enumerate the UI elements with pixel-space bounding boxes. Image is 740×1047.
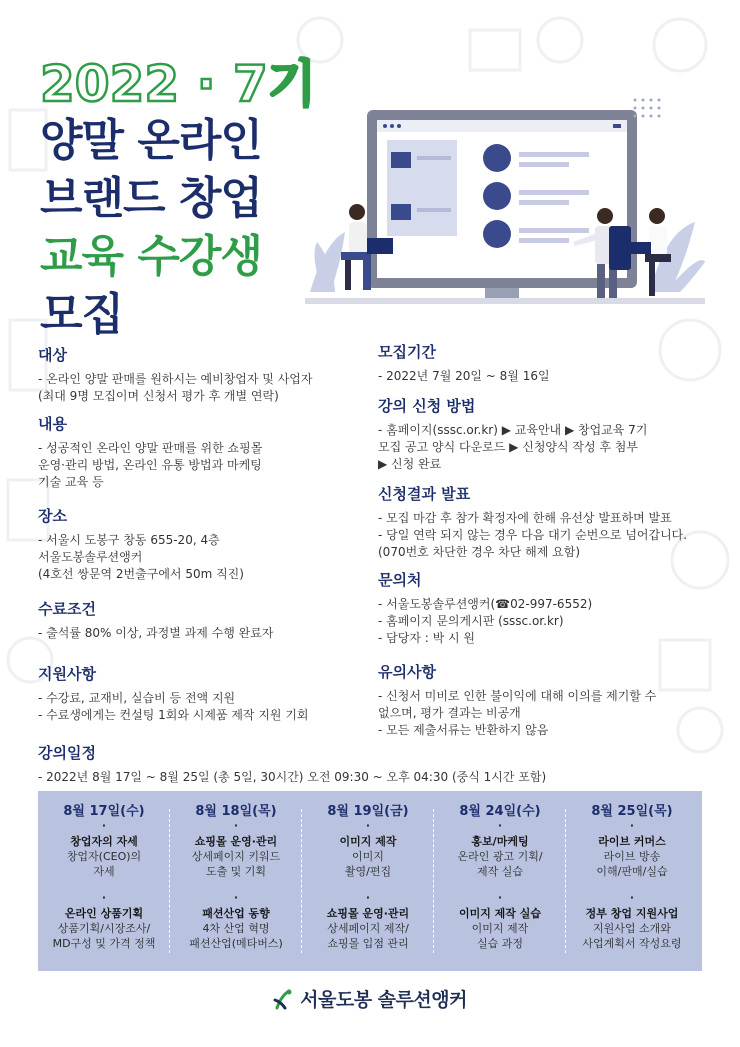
- block-title: 이미지 제작: [339, 835, 397, 848]
- block-line: 이미지: [352, 850, 384, 863]
- section-item: - 출석률 80% 이상, 과정별 과제 수행 완료자: [38, 626, 274, 640]
- day-date: 8월 17일(수): [63, 804, 145, 819]
- section-item: - 온라인 양말 판매를 원하시는 예비창업자 및 사업자: [38, 372, 313, 386]
- section-content: [38, 413, 262, 491]
- block-line: 4차 산업 혁명: [202, 922, 270, 935]
- section-item: - 신청서 미비로 인한 불이익에 대해 이의를 제기할 수: [378, 689, 657, 703]
- anchor-logo-icon: [273, 988, 293, 1010]
- block-title: 쇼핑몰 운영·관리: [194, 835, 278, 848]
- block-line: 실습 과정: [476, 937, 523, 950]
- schedule-day: 8월 17일(수) · 창업자의 자세 창업자(CEO)의 자세 · 온라인 상품기획 상품기획/시장조사/ MD구성 및 가격 정책: [38, 791, 170, 971]
- section-item: - 성공적인 온라인 양말 판매를 위한 쇼핑몰: [38, 441, 263, 455]
- section-inquiry: [378, 569, 592, 647]
- section-item: ▶ 신청 완료: [378, 457, 442, 471]
- section-item: - 모든 제출서류는 반환하지 않음: [378, 723, 549, 737]
- section-item: - 담당자 : 박 시 원: [378, 631, 475, 645]
- section-result: [378, 483, 687, 561]
- block-title: 온라인 상품기획: [64, 907, 144, 920]
- block-line: 지원사업 소개와: [593, 922, 671, 935]
- block-title: 홍보/마케팅: [471, 835, 529, 848]
- title-year: 2022 · 7기: [40, 55, 317, 113]
- org-name: 서울도봉 솔루션앵커: [300, 989, 467, 1011]
- section-item: 서울도봉솔루션앵커: [38, 550, 143, 564]
- section-heading: 강의 신청 방법: [378, 397, 476, 415]
- schedule-day: 8월 25일(목) · 라이브 커머스 라이브 방송 이해/판매/실습 · 정부 창업 지원사업 지원사업 소개와 사업계획서 작성요령: [566, 791, 698, 971]
- block-line: MD구성 및 가격 정책: [52, 937, 156, 950]
- block-line: 온라인 광고 기획/: [457, 850, 543, 863]
- section-item: - 당일 연락 되지 않는 경우 다음 대기 순번으로 넘어갑니다.: [378, 528, 688, 542]
- section-heading: 유의사항: [378, 663, 436, 681]
- block-line: 쇼핑몰 입점 관리: [327, 937, 409, 950]
- title-line-3: 교육 수강생: [40, 231, 262, 282]
- block-line: 상세페이지 제작/: [327, 922, 409, 935]
- section-item: (4호선 쌍문역 2번출구에서 50m 직진): [38, 567, 244, 581]
- day-date: 8월 19일(금): [327, 804, 409, 819]
- section-heading: 대상: [38, 346, 67, 364]
- section-notice: [378, 661, 656, 739]
- block-line: 도출 및 기획: [205, 865, 267, 878]
- schedule-day: 8월 18일(목) · 쇼핑몰 운영·관리 상세페이지 키워드 도출 및 기획 · 패션산업 동향 4차 산업 혁명 패션산업(메타버스): [170, 791, 302, 971]
- section-place: [38, 505, 244, 583]
- section-item: 없으며, 평가 결과는 비공개: [378, 706, 521, 720]
- section-item: - 모집 마감 후 참가 확정자에 한해 유선상 발표하며 발표: [378, 511, 672, 525]
- block-line: 패션산업(메타버스): [189, 937, 283, 950]
- block-line: 상품기획/시장조사/: [57, 922, 151, 935]
- title-line-2: 브랜드 창업: [40, 173, 262, 224]
- block-title: 쇼핑몰 운영·관리: [326, 907, 410, 920]
- block-line: 이미지 제작: [471, 922, 529, 935]
- section-heading: 문의처: [378, 571, 422, 589]
- section-item: - 수료생에게는 컨설팅 1회와 시제품 제작 지원 기회: [38, 708, 309, 722]
- section-item: - 서울시 도봉구 창동 655-20, 4층: [38, 533, 220, 547]
- section-period: [378, 341, 550, 385]
- presentation-illustration: [305, 92, 710, 310]
- title-line-1: 양말 온라인: [40, 115, 262, 166]
- schedule-summary: - 2022년 8월 17일 ~ 8월 25일 (총 5일, 30시간) 오전 09:30 ~ 오후 04:30 (중식 1시간 포함): [38, 770, 547, 784]
- block-title: 창업자의 자세: [70, 835, 138, 848]
- section-heading: 강의일정: [38, 744, 96, 762]
- block-line: 사업계획서 작성요령: [582, 937, 682, 950]
- block-line: 라이브 방송: [603, 850, 661, 863]
- section-item: - 수강료, 교재비, 실습비 등 전액 지원: [38, 691, 236, 705]
- block-title: 라이브 커머스: [598, 835, 666, 848]
- section-completion: [38, 598, 273, 642]
- block-title: 패션산업 동향: [202, 907, 270, 920]
- section-heading: 지원사항: [38, 665, 96, 683]
- day-date: 8월 18일(목): [195, 804, 277, 819]
- section-apply: [378, 395, 647, 473]
- section-item: - 2022년 7월 20일 ~ 8월 16일: [378, 369, 550, 383]
- section-item: 운영·관리 방법, 온라인 유통 방법과 마케팅: [38, 458, 262, 472]
- section-item: - 홈페이지 문의게시판 (sssc.or.kr): [378, 614, 564, 628]
- block-line: 자세: [93, 865, 115, 878]
- block-title: 이미지 제작 실습: [458, 907, 542, 920]
- section-heading: 내용: [38, 415, 67, 433]
- block-title: 정부 창업 지원사업: [585, 907, 679, 920]
- section-heading: 신청결과 발표: [378, 485, 471, 503]
- section-item: - 홈페이지(sssc.or.kr) ▶ 교육안내 ▶ 창업교육 7기: [378, 423, 648, 437]
- section-target: [38, 344, 312, 405]
- block-line: 이해/판매/실습: [596, 865, 668, 878]
- footer-logo: [0, 985, 740, 1012]
- section-item: 기술 교육 등: [38, 475, 104, 489]
- section-heading: 모집기간: [378, 343, 436, 361]
- block-line: 촬영/편집: [344, 865, 392, 878]
- day-date: 8월 24일(수): [459, 804, 541, 819]
- section-item: - 서울도봉솔루션앵커(☎02-997-6552): [378, 597, 593, 611]
- block-line: 상세페이지 키워드: [191, 850, 281, 863]
- section-support: [38, 663, 309, 724]
- day-date: 8월 25일(목): [591, 804, 673, 819]
- section-item: 모집 공고 양식 다운로드 ▶ 신청양식 작성 후 첨부: [378, 440, 638, 454]
- block-line: 창업자(CEO)의: [66, 850, 142, 863]
- section-item: (070번호 차단한 경우 차단 해제 요함): [378, 545, 581, 559]
- block-line: 제작 실습: [476, 865, 523, 878]
- section-item: (최대 9명 모집이며 신청서 평가 후 개별 연락): [38, 389, 279, 403]
- section-schedule: [38, 742, 546, 786]
- section-heading: 장소: [38, 507, 67, 525]
- title-line-4: 모집: [40, 289, 124, 340]
- schedule-table: [38, 791, 702, 971]
- schedule-day: 8월 24일(수) · 홍보/마케팅 온라인 광고 기획/ 제작 실습 · 이미지 제작 실습 이미지 제작 실습 과정: [434, 791, 566, 971]
- schedule-day: 8월 19일(금) · 이미지 제작 이미지 촬영/편집 · 쇼핑몰 운영·관리 상세페이지 제작/ 쇼핑몰 입점 관리: [302, 791, 434, 971]
- section-heading: 수료조건: [38, 600, 96, 618]
